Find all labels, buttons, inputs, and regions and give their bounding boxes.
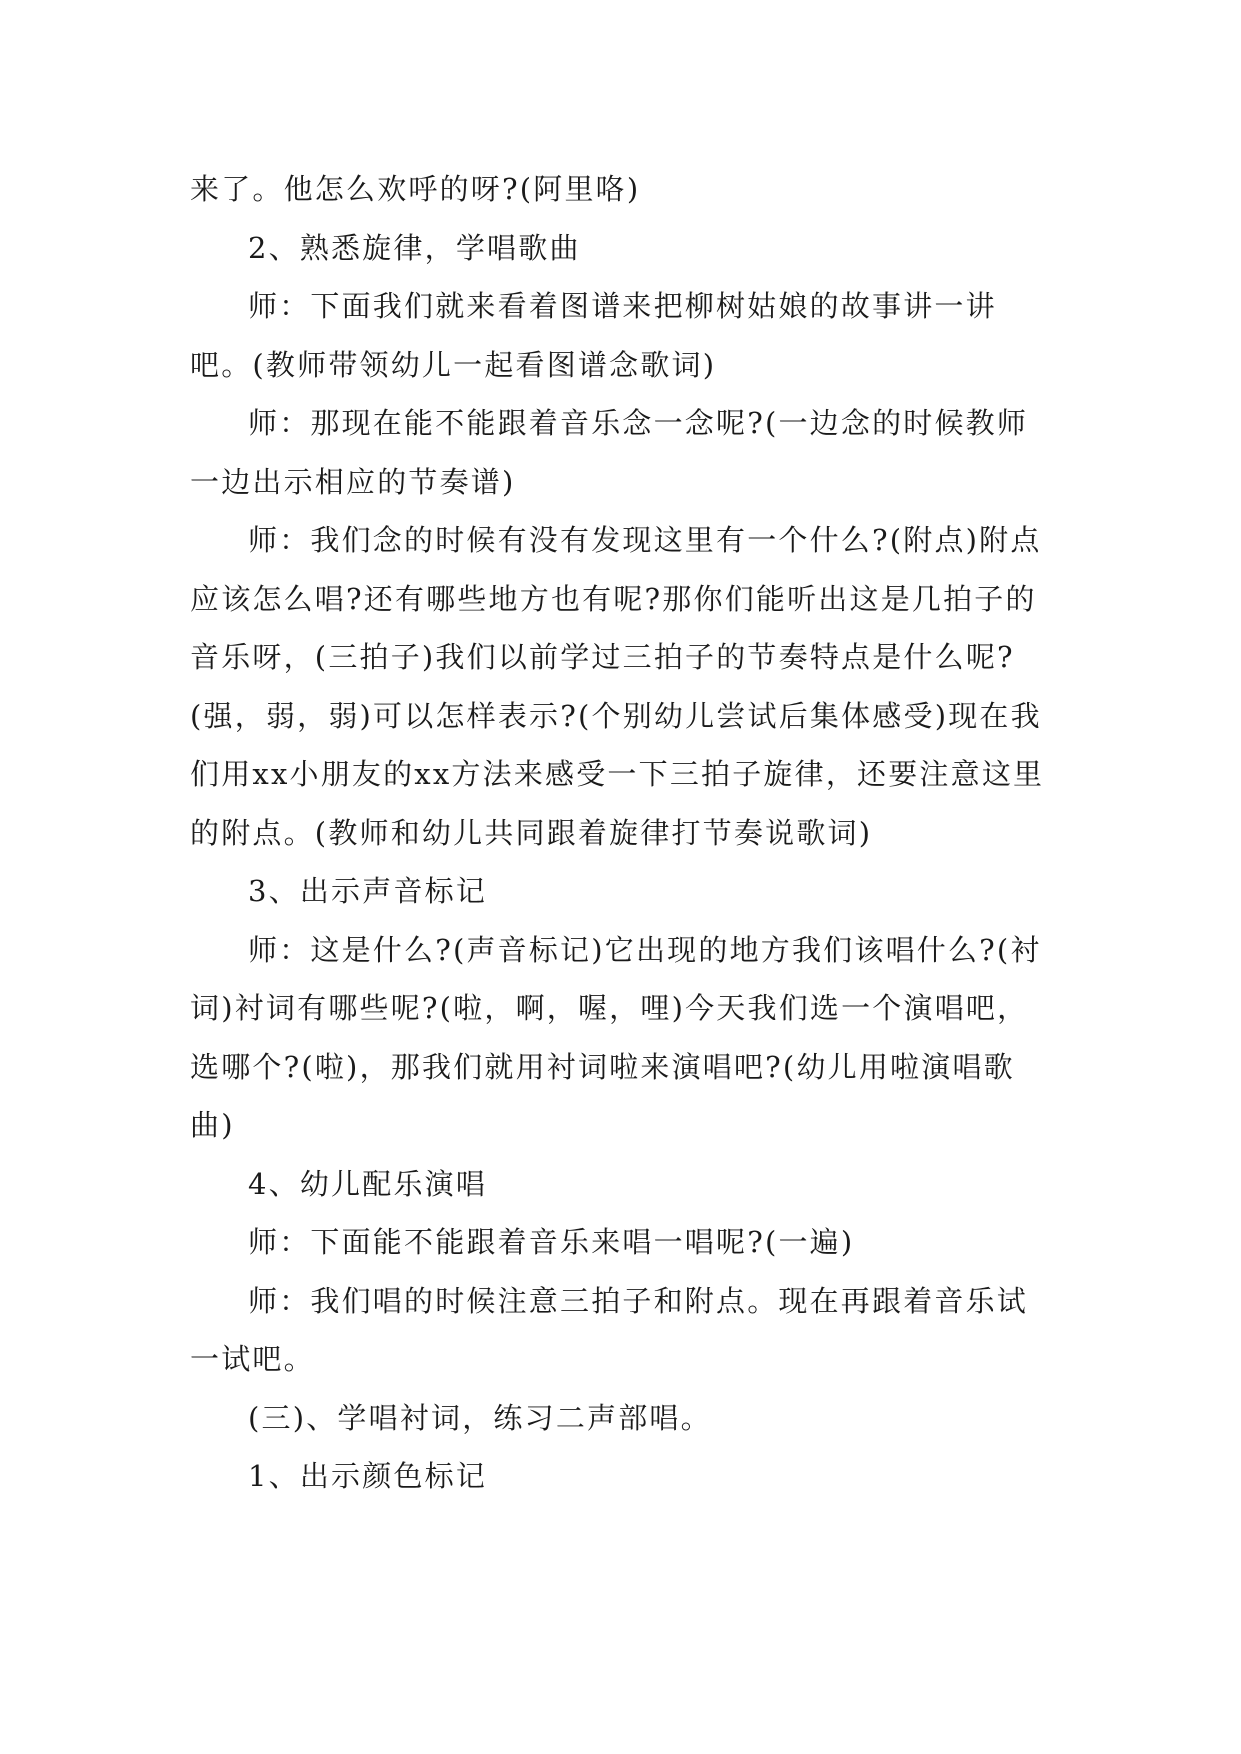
paragraph-1: 来了。他怎么欢呼的呀?(阿里咯): [190, 172, 641, 206]
heading-step-4: 4、幼儿配乐演唱: [248, 1166, 488, 1201]
paragraph-4: 师：那现在能不能跟着音乐念一念呢?(一边念的时候教师一边出示相应的节奏谱): [190, 406, 1029, 499]
paragraph-9: 师：下面能不能跟着音乐来唱一唱呢?(一遍): [248, 1225, 855, 1259]
heading-step-3: 3、出示声音标记: [248, 874, 488, 908]
heading-step-2: 2、熟悉旋律，学唱歌曲: [248, 230, 581, 265]
section-heading-3: (三)、学唱衬词，练习二声部唱。: [248, 1400, 712, 1435]
paragraph-7: 师：这是什么?(声音标记)它出现的地方我们该唱什么?(衬词)衬词有哪些呢?(啦，啊，喔，哩)今天我们选一个演唱吧，选哪个?(啦)，那我们就用衬词啦来演唱吧?(幼儿用啦演唱歌曲): [190, 932, 1042, 1142]
heading-step-1: 1、出示颜色标记: [248, 1459, 488, 1493]
body-text: [190, 160, 1050, 1506]
paragraph-10: 师：我们唱的时候注意三拍子和附点。现在再跟着音乐试一试吧。: [190, 1283, 1029, 1376]
paragraph-5: 师：我们念的时候有没有发现这里有一个什么?(附点)附点应该怎么唱?还有哪些地方也有呢?那你们能听出这是几拍子的音乐呀，(三拍子)我们以前学过三拍子的节奏特点是什么呢?(强，弱，弱)可以怎样表示?(个别幼儿尝试后集体感受)现在我们用xx小朋友的xx方法来感受一下三拍子旋律，还要注意这里的附点。(教师和幼儿共同跟着旋律打节奏说歌词): [190, 523, 1045, 850]
paragraph-3: 师：下面我们就来看着图谱来把柳树姑娘的故事讲一讲吧。(教师带领幼儿一起看图谱念歌词): [190, 289, 997, 382]
